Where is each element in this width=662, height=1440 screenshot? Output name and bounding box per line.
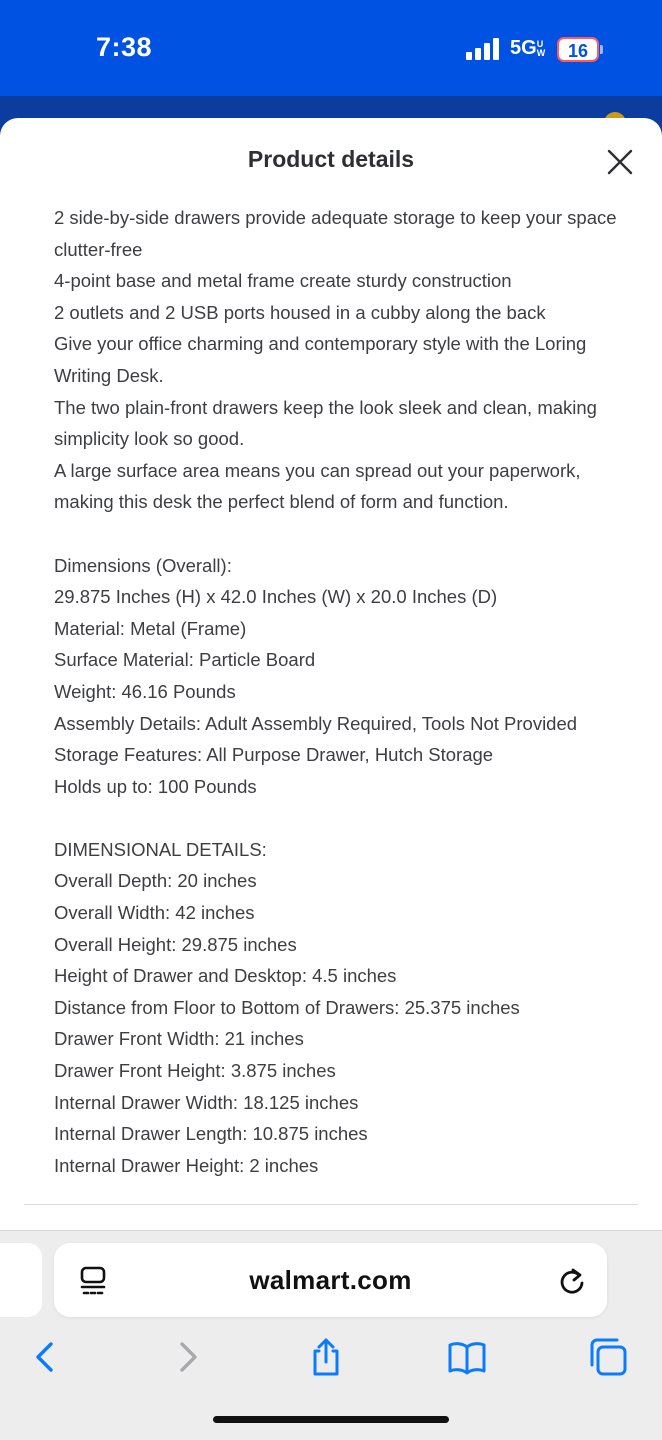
browser-toolbar	[0, 1230, 662, 1440]
description-line: A large surface area means you can spread out your paperwork, making this desk the perfect blend of form and function.	[54, 459, 581, 513]
spec-line: Storage Features: All Purpose Drawer, Hutch Storage	[54, 744, 494, 766]
dimension-line: Internal Drawer Length: 10.875 inches	[54, 1123, 368, 1145]
spacer	[54, 518, 644, 550]
network-type	[510, 37, 549, 60]
dimension-line: Internal Drawer Width: 18.125 inches	[54, 1091, 359, 1113]
dimension-line: Internal Drawer Height: 2 inches	[54, 1154, 319, 1176]
address-bar[interactable]	[54, 1243, 607, 1317]
spec-line: Weight: 46.16 Pounds	[54, 680, 236, 702]
spec-line: Material: Metal (Frame)	[54, 617, 247, 639]
description-line: 2 outlets and 2 USB ports housed in a cubby along the back	[54, 301, 546, 323]
home-indicator[interactable]	[213, 1416, 449, 1423]
forward-chevron-icon[interactable]	[167, 1337, 207, 1377]
dimension-line: Distance from Floor to Bottom of Drawers: 25.375 inches	[54, 996, 520, 1018]
close-button[interactable]	[604, 146, 636, 178]
battery-icon: 16	[557, 37, 599, 62]
description-line: Give your office charming and contemporary style with the Loring Writing Desk.	[54, 333, 587, 386]
bookmarks-icon[interactable]	[447, 1337, 487, 1377]
dimension-line: Overall Depth: 20 inches	[54, 870, 257, 892]
share-icon[interactable]	[306, 1337, 346, 1377]
spec-line: 29.875 Inches (H) x 42.0 Inches (W) x 20.0 Inches (D)	[54, 586, 498, 608]
spec-line: Dimensions (Overall):	[54, 554, 232, 576]
spec-line: Holds up to: 100 Pounds	[54, 775, 257, 797]
network-suffix: UW	[536, 39, 546, 58]
spec-line: Surface Material: Particle Board	[54, 649, 316, 671]
tabs-icon[interactable]	[588, 1337, 628, 1377]
description-line: 2 side-by-side drawers provide adequate storage to keep your space clutter-free	[54, 207, 617, 260]
dimension-line: DIMENSIONAL DETAILS:	[54, 838, 267, 860]
spacer	[54, 802, 644, 834]
reload-icon[interactable]	[557, 1265, 587, 1297]
status-bar	[0, 0, 662, 96]
product-details-sheet	[0, 118, 662, 1230]
product-description	[54, 202, 644, 1181]
dimension-line: Drawer Front Height: 3.875 inches	[54, 1060, 336, 1082]
back-chevron-icon[interactable]	[26, 1337, 66, 1377]
close-icon	[604, 146, 636, 178]
description-line: The two plain-front drawers keep the look sleek and clean, making simplicity look so good.	[54, 396, 597, 450]
dimension-line: Height of Drawer and Desktop: 4.5 inches	[54, 965, 397, 987]
url-text[interactable]: walmart.com	[249, 1265, 412, 1295]
description-line: 4-point base and metal frame create sturdy construction	[54, 270, 512, 292]
sheet-title: Product details	[247, 146, 415, 172]
dimension-line: Drawer Front Width: 21 inches	[54, 1028, 304, 1050]
divider	[24, 1204, 638, 1205]
dimension-line: Overall Height: 29.875 inches	[54, 933, 297, 955]
spec-line: Assembly Details: Adult Assembly Required, Tools Not Provided	[54, 712, 578, 734]
status-time: 7:38	[96, 32, 153, 62]
network-label: 5G	[510, 37, 537, 59]
cellular-signal-icon	[466, 38, 502, 60]
previous-tab-preview[interactable]	[0, 1243, 42, 1317]
battery-tip	[600, 45, 603, 54]
dimension-line: Overall Width: 42 inches	[54, 902, 255, 924]
